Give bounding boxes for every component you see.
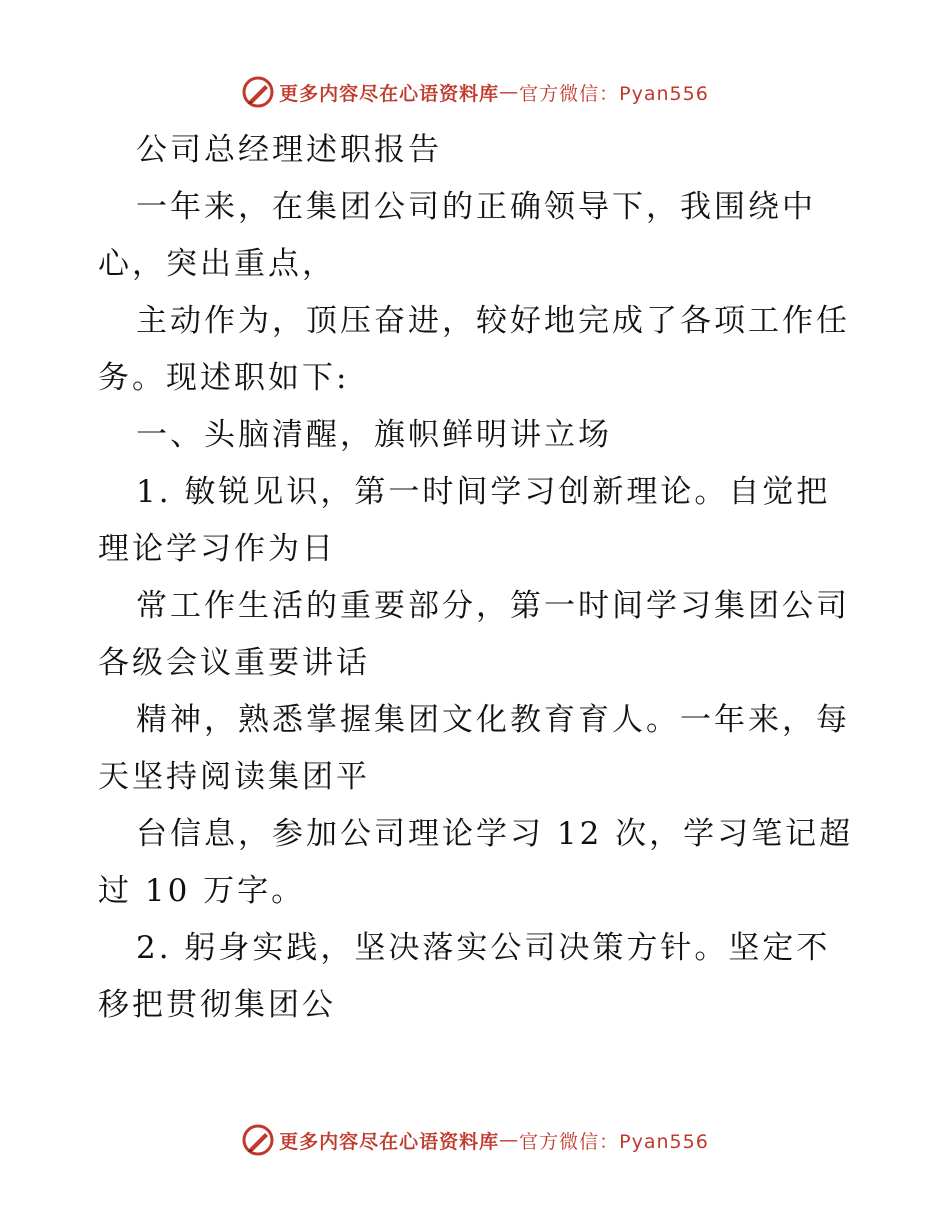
header-promo-text: 更多内容尽在心语资料库 bbox=[279, 82, 500, 105]
paragraph-line: 移把贯彻集团公 bbox=[98, 987, 336, 1023]
paragraph-line: 2. 躬身实践，坚决落实公司决策方针。坚定不 bbox=[136, 930, 831, 966]
section-heading: 一、头脑清醒，旗帜鲜明讲立场 bbox=[136, 417, 612, 453]
document-body bbox=[98, 122, 858, 1034]
header-watermark bbox=[0, 72, 950, 112]
document-title: 公司总经理述职报告 bbox=[136, 132, 442, 168]
paragraph-line: 主动作为，顶压奋进，较好地完成了各项工作任 bbox=[136, 303, 850, 339]
pen-logo-icon bbox=[241, 1123, 275, 1157]
paragraph-line: 各级会议重要讲话 bbox=[98, 645, 370, 681]
paragraph-line: 心，突出重点， bbox=[98, 246, 336, 282]
paragraph-line: 1. 敏锐见识，第一时间学习创新理论。自觉把 bbox=[136, 474, 831, 510]
paragraph-line: 理论学习作为日 bbox=[98, 531, 336, 567]
header-wechat-text: 官方微信：Pyan556 bbox=[519, 82, 709, 105]
paragraph-line: 天坚持阅读集团平 bbox=[98, 759, 370, 795]
header-separator: — bbox=[499, 81, 520, 103]
paragraph-line: 一年来，在集团公司的正确领导下，我围绕中 bbox=[136, 189, 816, 225]
paragraph-line: 常工作生活的重要部分，第一时间学习集团公司 bbox=[136, 588, 850, 624]
pen-logo-icon bbox=[241, 75, 275, 109]
paragraph-line: 务。现述职如下: bbox=[98, 360, 350, 396]
paragraph-line: 精神，熟悉掌握集团文化教育育人。一年来，每 bbox=[136, 702, 850, 738]
footer-separator: — bbox=[499, 1129, 520, 1151]
footer-watermark bbox=[0, 1120, 950, 1160]
footer-wechat-text: 官方微信：Pyan556 bbox=[519, 1130, 709, 1153]
paragraph-line: 过 10 万字。 bbox=[98, 873, 306, 909]
footer-promo-text: 更多内容尽在心语资料库 bbox=[279, 1130, 500, 1153]
paragraph-line: 台信息，参加公司理论学习 12 次，学习笔记超 bbox=[136, 816, 854, 852]
